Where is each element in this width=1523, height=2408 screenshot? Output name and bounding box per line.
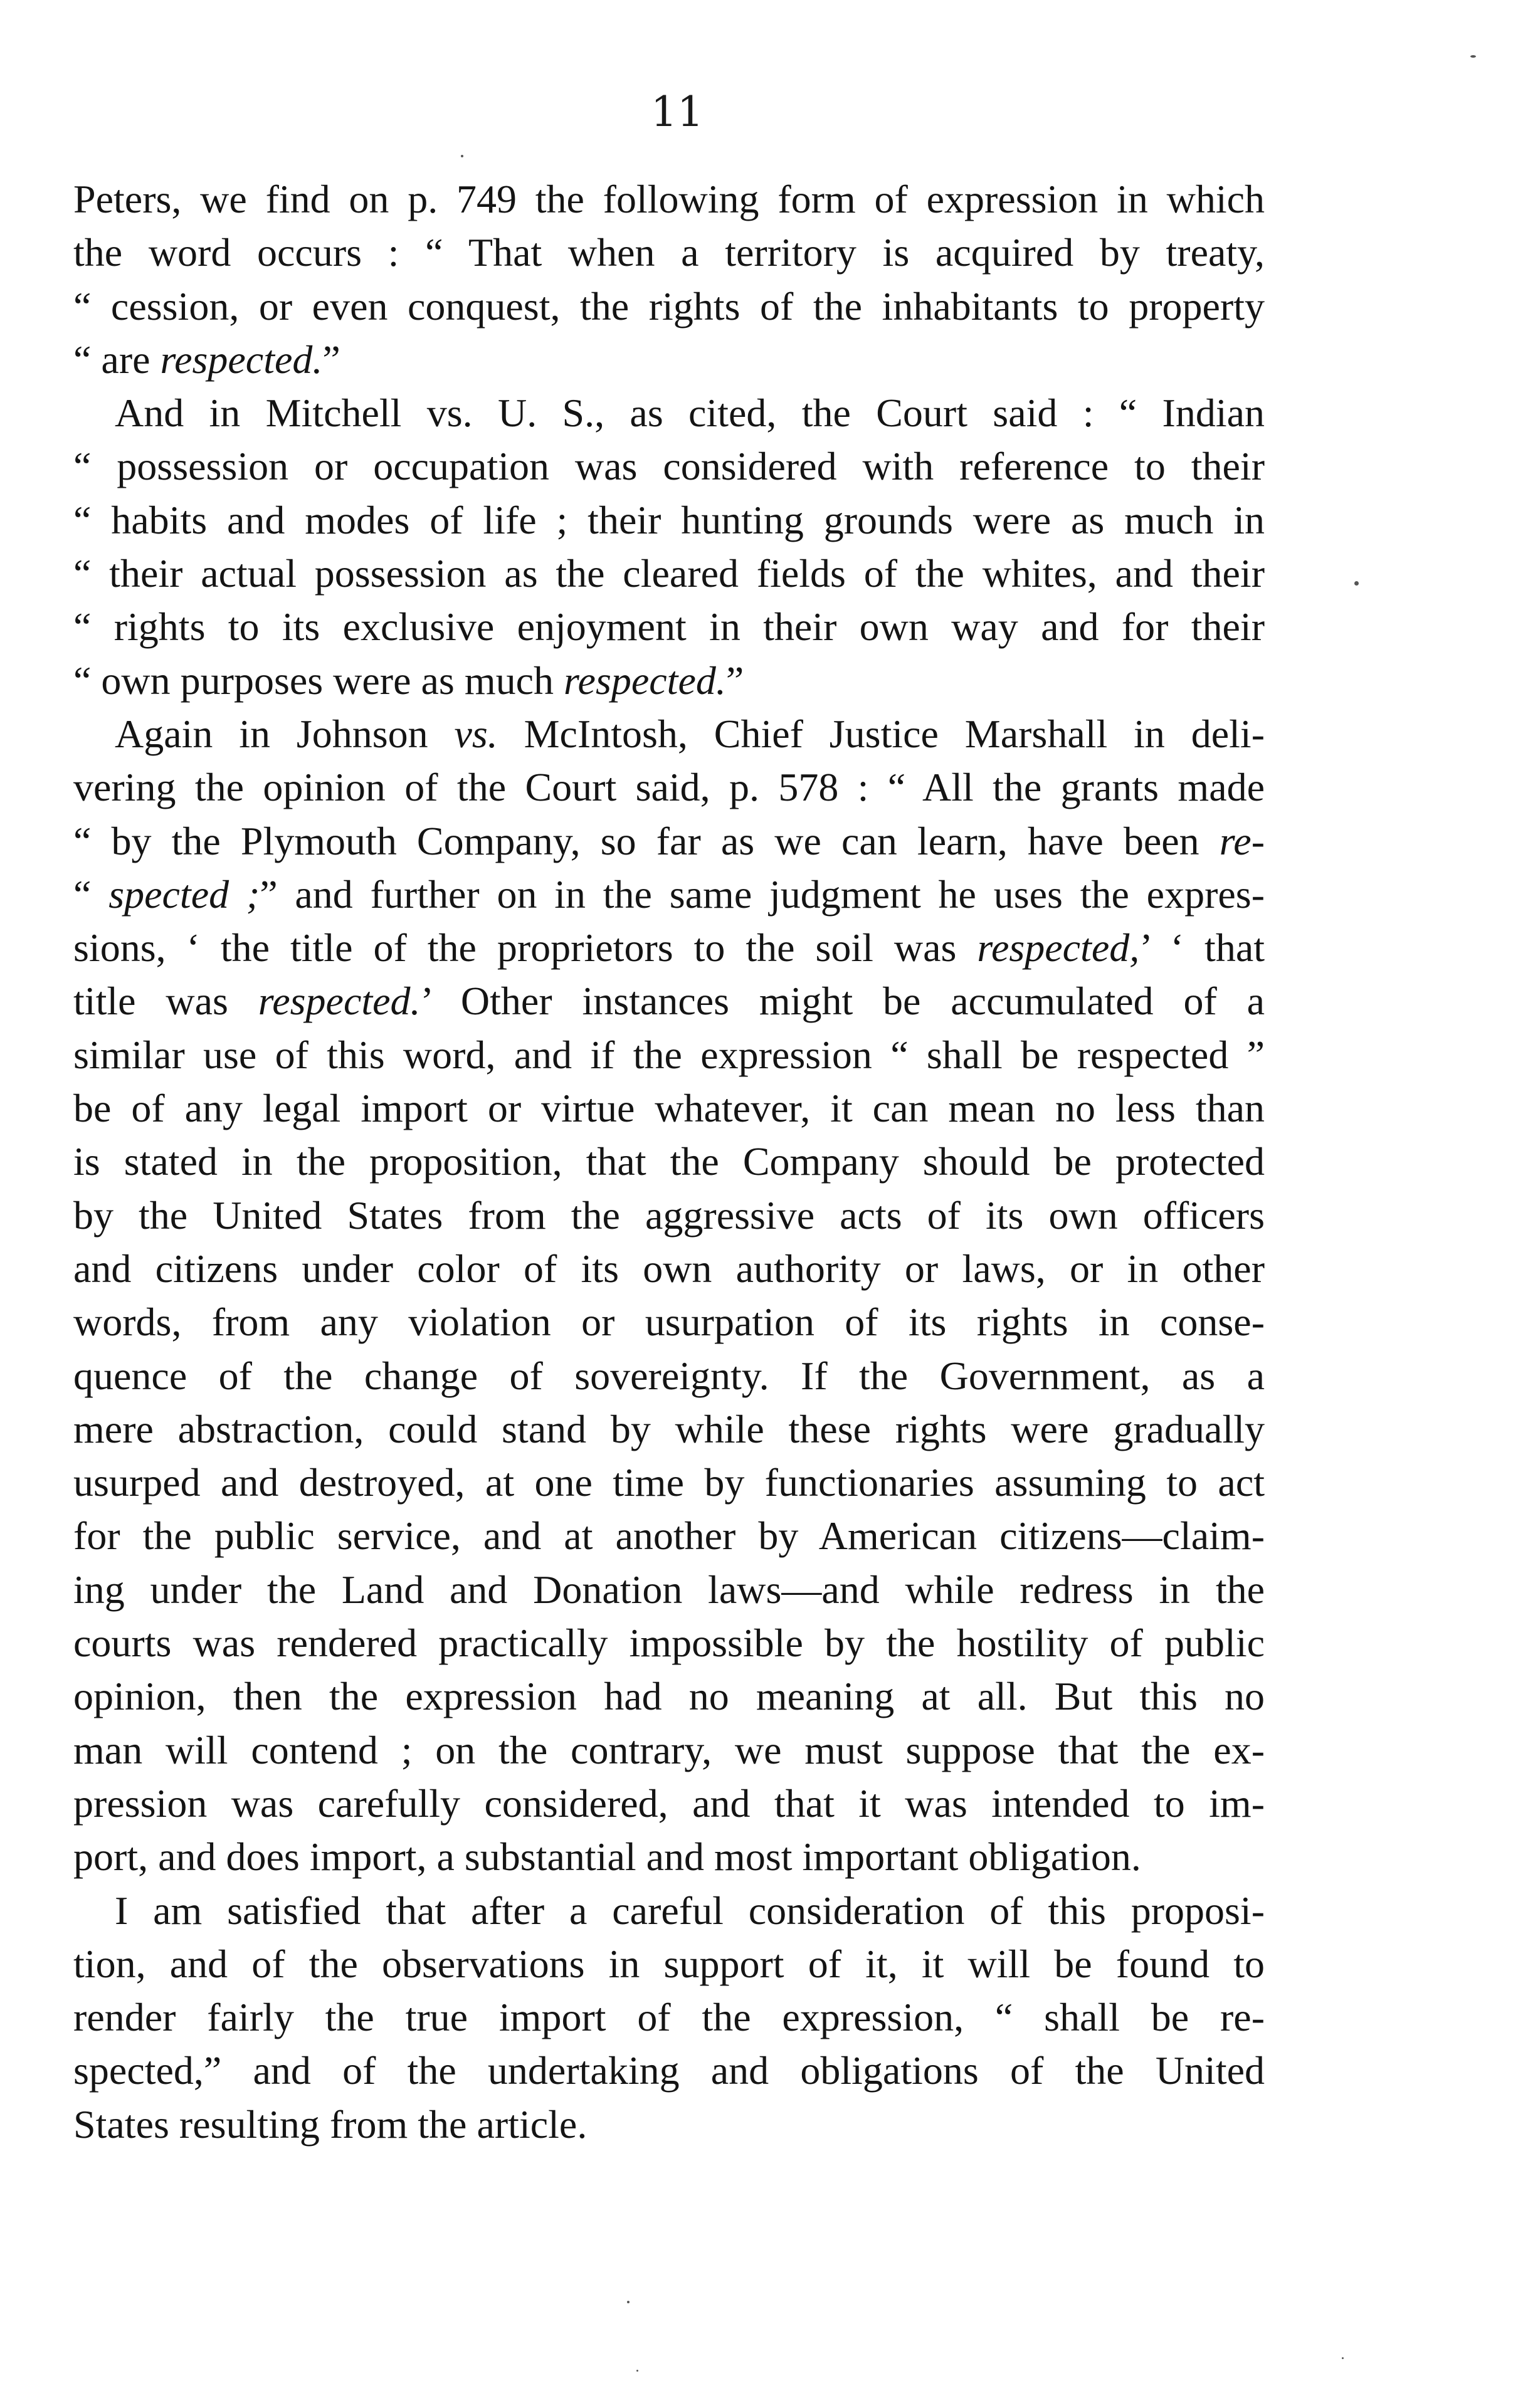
scan-speck [636,2370,638,2372]
text-run: for the public service, and at another by American citizens—claim- [73,1513,1265,1559]
text-run: “ own purposes were as much [73,658,564,703]
text-run: ” and further on in the same judgment he uses the expres- [260,871,1265,917]
text-line [73,439,1265,493]
paragraph-p2 [73,386,1265,707]
italic-run: re- [1219,818,1265,863]
text-run: render fairly the true import of the expression, “ shall be re- [73,1995,1265,2040]
text-run: the word occurs : “ That when a territory is acquired by treaty, [73,230,1265,275]
text-run: vering the opinion of the Court said, p. 578 : “ All the grants made [73,765,1265,810]
text-line [73,333,1265,386]
text-run: is stated in the proposition, that the Company should be protected [73,1139,1265,1184]
text-run: “ [73,871,109,917]
text-line [73,1402,1265,1456]
text-run: by the United States from the aggressive acts of its own officers [73,1192,1265,1238]
page-number: 11 [651,88,704,136]
text-line [73,172,1265,226]
text-line [73,1884,1265,1937]
body-text [73,172,1265,2151]
text-line [73,1189,1265,1242]
text-line [73,1723,1265,1777]
text-line [73,2044,1265,2097]
italic-run: respected. [564,658,726,703]
scan-speck [1470,55,1476,58]
text-line [73,707,1265,760]
text-line [73,226,1265,279]
text-run: and citizens under color of its own authority or laws, or in other [73,1246,1265,1291]
text-run: mere abstraction, could stand by while these rights were gradually [73,1406,1265,1451]
italic-run: respected, [977,925,1140,970]
text-line [73,1616,1265,1669]
text-run: similar use of this word, and if the expression “ shall be respected ” [73,1032,1265,1077]
scan-speck [627,2301,630,2303]
text-run: And in Mitchell vs. U. S., as cited, the Court said : “ Indian [115,391,1265,436]
text-line [73,1669,1265,1723]
scan-speck [1354,581,1359,586]
text-line [73,1242,1265,1295]
text-run: I am satisfied that after a careful consideration of this proposi- [115,1888,1265,1933]
text-run: ” [322,337,340,382]
text-line [73,1830,1265,1883]
text-run: spected,” and of the undertaking and obligations of the United [73,2048,1265,2093]
text-line [73,760,1265,814]
text-run: ’ ‘ that [1139,925,1265,970]
paragraph-p4 [73,1884,1265,2151]
text-line [73,1563,1265,1616]
text-line [73,1509,1265,1562]
text-run: “ possession or occupation was considered with reference to their [73,444,1265,489]
text-line [73,654,1265,707]
italic-run: spected ; [108,871,260,917]
text-line [73,280,1265,333]
text-run: be of any legal import or virtue whatever, it can mean no less than [73,1086,1265,1131]
text-line [73,814,1265,868]
text-run: ” [725,658,744,703]
text-run: usurped and destroyed, at one time by functionaries assuming to act [73,1460,1265,1505]
text-run: port, and does import, a substantial and most important obligation. [73,1834,1141,1880]
text-run: “ their actual possession as the cleared fields of the whites, and their [73,551,1265,596]
text-line [73,1937,1265,1990]
text-run: “ by the Plymouth Company, so far as we can learn, have been [73,818,1220,863]
text-line [73,1295,1265,1349]
text-line [73,1456,1265,1509]
italic-run: vs. [454,711,498,756]
text-run: opinion, then the expression had no meaning at all. But this no [73,1674,1265,1719]
text-line [73,386,1265,439]
text-line [73,1135,1265,1188]
text-line [73,2098,1265,2151]
scan-speck [461,155,463,157]
text-run: McIntosh, Chief Justice Marshall in deli- [497,711,1265,756]
italic-run: respected. [160,337,323,382]
text-run: ing under the Land and Donation laws—and while redress in the [73,1567,1265,1612]
text-run: States resulting from the article. [73,2101,588,2147]
text-line [73,1081,1265,1135]
text-run: title was [73,979,258,1024]
text-run: “ cession, or even conquest, the rights of the inhabitants to property [73,283,1265,329]
text-line [73,1349,1265,1402]
text-run: man will contend ; on the contrary, we must suppose that the ex- [73,1727,1265,1772]
text-run: “ rights to its exclusive enjoyment in their own way and for their [73,604,1265,649]
text-line [73,868,1265,921]
text-run: quence of the change of sovereignty. If the Government, as a [73,1353,1265,1398]
paragraph-p3 [73,707,1265,1884]
text-line [73,547,1265,600]
text-run: Peters, we find on p. 749 the following form of expression in which [73,177,1265,221]
text-run: pression was carefully considered, and that it was intended to im- [73,1780,1265,1826]
text-line [73,921,1265,974]
text-run: Again in Johnson [115,711,455,756]
italic-run: respected. [258,979,421,1024]
text-line [73,1990,1265,2044]
text-run: ’ Other instances might be accumulated of a [420,979,1265,1024]
paragraph-p1 [73,172,1265,386]
scan-speck [1342,2357,1344,2359]
text-run: words, from any violation or usurpation of its rights in conse- [73,1300,1265,1345]
text-line [73,493,1265,547]
text-line [73,1028,1265,1081]
text-line [73,974,1265,1028]
text-run: sions, ‘ the title of the proprietors to the soil was [73,925,978,970]
text-run: courts was rendered practically impossible by the hostility of public [73,1621,1265,1666]
text-run: tion, and of the observations in support of it, it will be found to [73,1941,1265,1986]
text-run: “ are [73,337,161,382]
text-line [73,1777,1265,1830]
text-line [73,600,1265,653]
text-run: “ habits and modes of life ; their hunting grounds were as much in [73,497,1265,542]
